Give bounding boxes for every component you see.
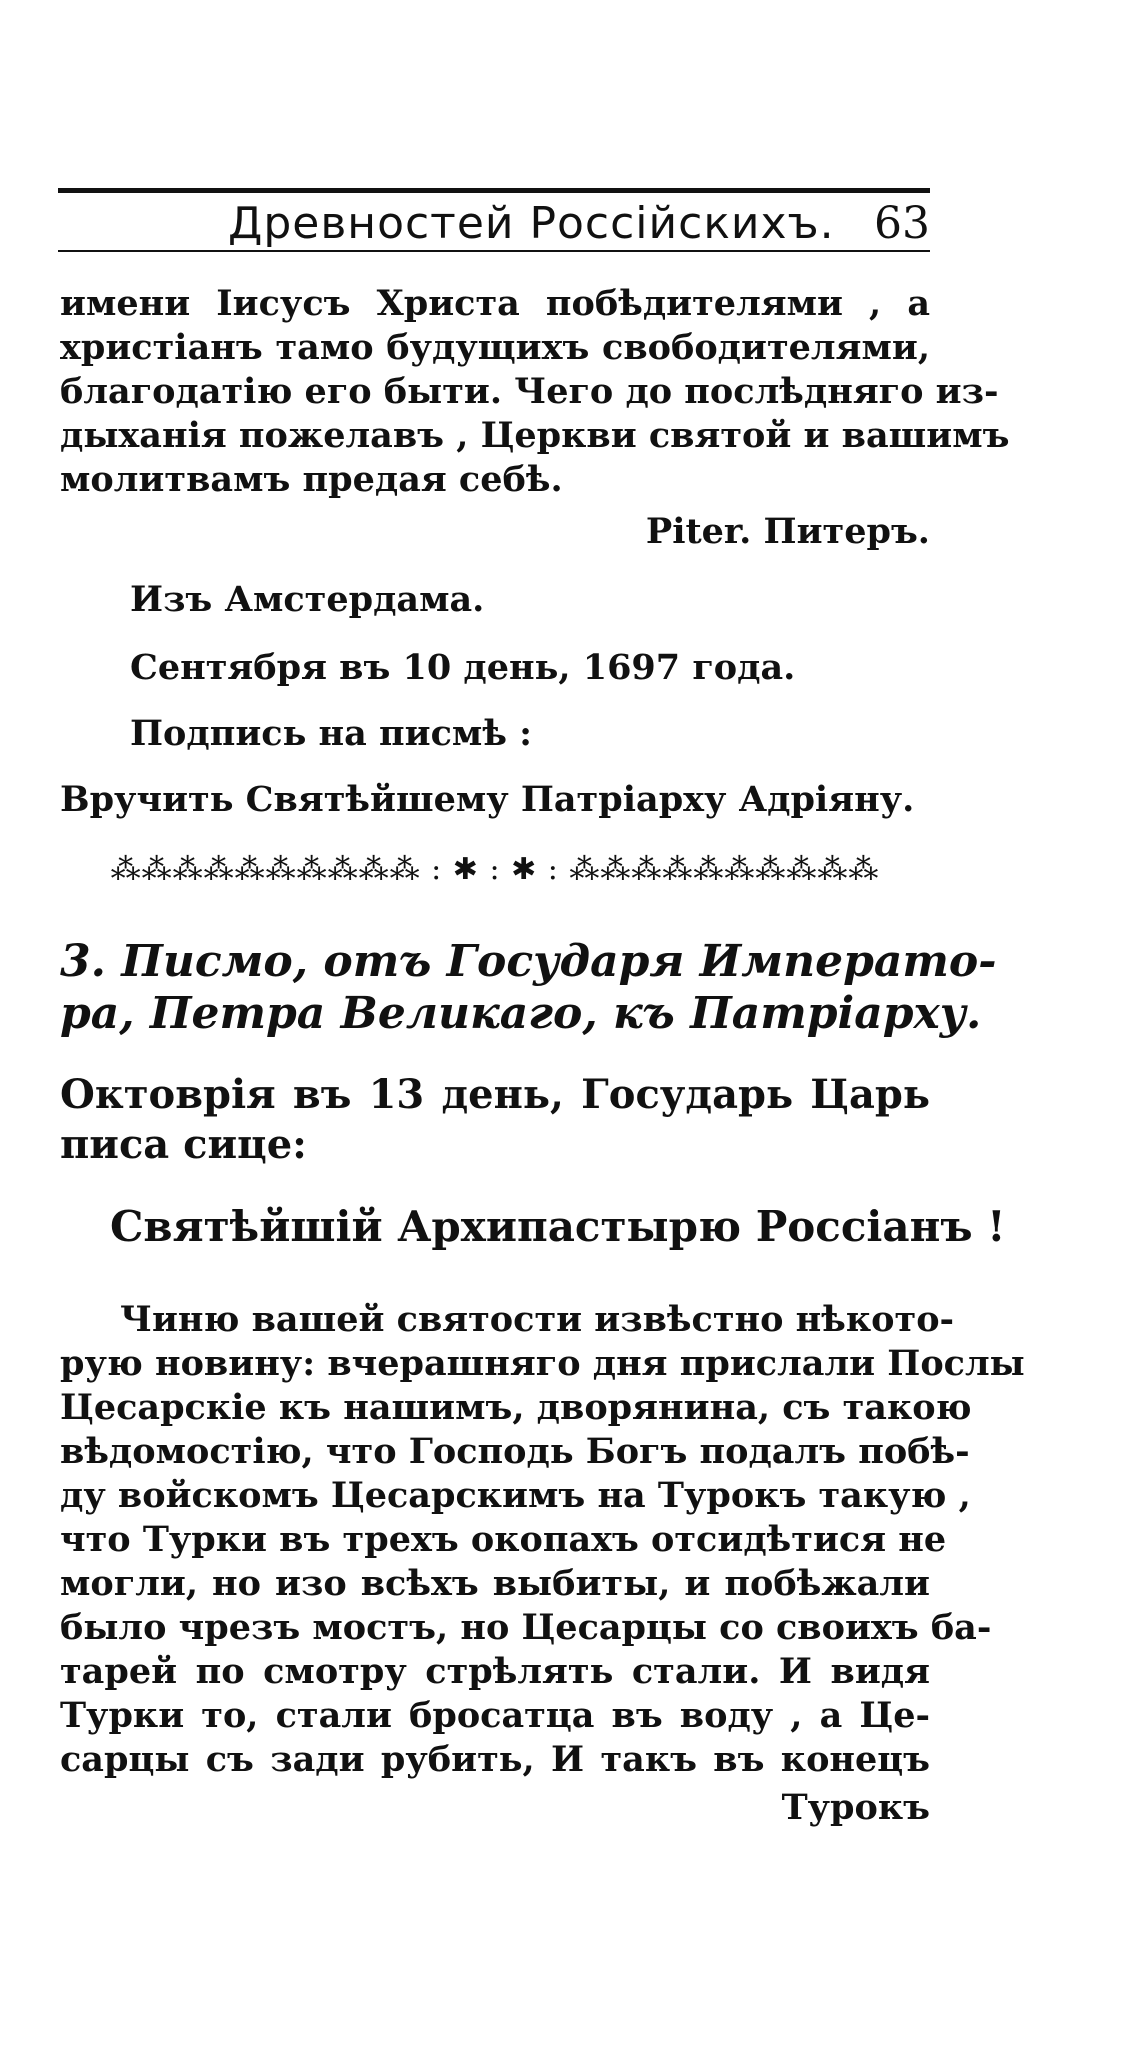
date-line: Сентября въ 10 день, 1697 года.	[130, 647, 796, 688]
place-line: Изъ Амстердама.	[130, 579, 485, 620]
page-number: 63	[874, 198, 930, 249]
text-line: христіанъ тамо будущихъ свободителями,	[60, 327, 930, 368]
text-line: Цесарскіе къ нашимъ, дворянина, съ такою	[60, 1387, 972, 1428]
text-line: ду войскомъ Цесарскимъ на Турокъ такую ,	[60, 1475, 971, 1516]
header-bottom-rule	[58, 250, 930, 252]
text-line: тарей по смотру стрѣлять стали. И видя	[60, 1651, 930, 1692]
text-line: дыханія пожелавъ , Церкви святой и вашимъ	[60, 415, 1010, 456]
header-top-rule	[58, 188, 930, 193]
text-line: рую новину: вчерашняго дня прислали Послы	[60, 1343, 1025, 1384]
text-line: благодатію его быти. Чего до послѣдняго из-	[60, 371, 999, 412]
signature: Piter. Питеръ.	[645, 511, 930, 552]
running-header	[58, 198, 930, 250]
address-line: Вручить Святѣйшему Патріарху Адріяну.	[60, 779, 915, 820]
text-line: было чрезъ мостъ, но Цесарцы со своихъ ба-	[60, 1607, 992, 1648]
text-line: могли, но изо всѣхъ выбиты, и побѣжали	[60, 1563, 930, 1604]
text-line: сарцы съ зади рубить, И такъ въ конецъ	[60, 1739, 930, 1780]
heading-line: ра, Петра Великаго, къ Патріарху.	[60, 988, 982, 1039]
text-line: Турки то, стали бросатца въ воду , а Це-	[60, 1695, 930, 1736]
text-line: что Турки въ трехъ окопахъ отсидѣтися не	[60, 1519, 947, 1560]
salutation: Святѣйшій Архипастырю Россіанъ !	[110, 1202, 1006, 1251]
text-line: имени Іисусъ Христа побѣдителями , а	[60, 283, 930, 324]
text-line: вѣдомостію, что Господь Богъ подалъ побѣ-	[60, 1431, 970, 1472]
ornamental-divider: ⁂⁂⁂⁂⁂⁂⁂⁂⁂⁂ : ✱ : ✱ : ⁂⁂⁂⁂⁂⁂⁂⁂⁂⁂	[110, 852, 880, 887]
heading-line: 3. Писмо, отъ Государя Императо-	[60, 936, 997, 987]
address-label: Подпись на писмѣ :	[130, 713, 533, 754]
running-title: Древностей Россійскихъ.	[228, 198, 835, 249]
text-line: Чиню вашей святости извѣстно нѣкото-	[120, 1299, 955, 1340]
intro-line: писа сице:	[60, 1121, 307, 1168]
catchword: Турокъ	[781, 1787, 930, 1828]
text-line: молитвамъ предая себѣ.	[60, 459, 563, 500]
intro-line: Октоврія въ 13 день, Государь Царь	[60, 1071, 930, 1118]
